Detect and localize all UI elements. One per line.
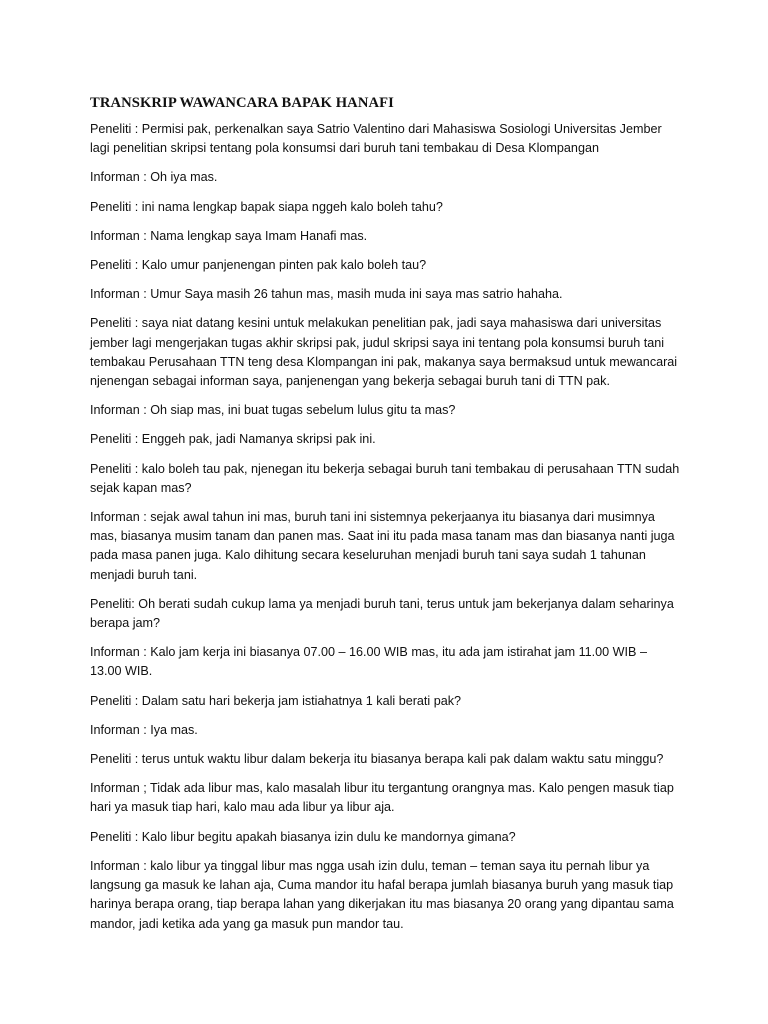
transcript-paragraph: Informan : Oh iya mas. (90, 170, 218, 185)
transcript-paragraph: Informan ; Tidak ada libur mas, kalo masalah libur itu tergantung orangnya mas. Kalo pengen masuk tiap hari ya masuk tiap hari, kalo mau ada libur ya libur aja. (90, 781, 674, 815)
transcript-paragraph: Informan : Nama lengkap saya Imam Hanafi mas. (90, 228, 368, 243)
transcript-paragraph: Peneliti : Permisi pak, perkenalkan saya Satrio Valentino dari Mahasiswa Sosiologi Universitas Jember lagi penelitian skripsi tentang pola konsumsi dari buruh tani tembakau di Desa Klompangan (90, 122, 662, 156)
transcript-paragraph: Informan : sejak awal tahun ini mas, buruh tani ini sistemnya pekerjaanya itu biasanya dari musimnya mas, biasanya musim tanam dan panen mas. Saat ini itu pada masa tanam mas dan biasanya nanti juga pada masa panen juga. Kalo dihitung secara keseluruhan menjadi buruh tani saya sudah 1 tahunan menjadi buruh tani. (90, 510, 675, 582)
transcript-paragraph: Peneliti : ini nama lengkap bapak siapa nggeh kalo boleh tahu? (90, 199, 443, 214)
document-page (90, 94, 680, 944)
document-title: TRANSKRIP WAWANCARA BAPAK HANAFI (90, 95, 394, 111)
transcript-paragraph: Peneliti : Dalam satu hari bekerja jam istiahatnya 1 kali berati pak? (90, 693, 462, 708)
transcript-paragraph: Peneliti : terus untuk waktu libur dalam bekerja itu biasanya berapa kali pak dalam waktu satu minggu? (90, 752, 664, 767)
transcript-paragraph: Peneliti : saya niat datang kesini untuk melakukan penelitian pak, jadi saya mahasiswa dari universitas jember lagi mengerjakan tugas akhir skripsi pak, judul skripsi saya ini tentang pola konsumsi buruh tani tembakau Perusahaan TTN teng desa Klompangan ini pak, makanya saya bermaksud untuk mewancarai njenengan sebagai informan saya, panjenengan yang bekerja sebagai buruh tani di TTN pak. (90, 316, 678, 389)
transcript-paragraph: Peneliti : Enggeh pak, jadi Namanya skripsi pak ini. (90, 432, 376, 447)
transcript-paragraph: Peneliti : Kalo umur panjenengan pinten pak kalo boleh tau? (90, 258, 427, 273)
transcript-paragraph: Peneliti : kalo boleh tau pak, njenegan itu bekerja sebagai buruh tani tembakau di perusahaan TTN sudah sejak kapan mas? (90, 461, 680, 495)
transcript-paragraph: Informan : Iya mas. (90, 722, 198, 737)
transcript-paragraph: Informan : Kalo jam kerja ini biasanya 07.00 – 16.00 WIB mas, itu ada jam istirahat jam 11.00 WIB – 13.00 WIB. (90, 645, 647, 679)
transcript-paragraph: Informan : kalo libur ya tinggal libur mas ngga usah izin dulu, teman – teman saya itu pernah libur ya langsung ga masuk ke lahan aja, Cuma mandor itu hafal berapa jumlah biasanya buruh yang masuk tiap harinya berapa orang, tiap berapa lahan yang dikerjakan itu mas biasanya 20 orang yang dipantau sama mandor, jadi ketika ada yang ga masuk pun mandor tau. (90, 858, 674, 931)
transcript-paragraph: Informan : Umur Saya masih 26 tahun mas, masih muda ini saya mas satrio hahaha. (90, 287, 563, 302)
transcript-body (90, 120, 680, 934)
transcript-paragraph: Peneliti : Kalo libur begitu apakah biasanya izin dulu ke mandornya gimana? (90, 829, 516, 844)
transcript-paragraph: Peneliti: Oh berati sudah cukup lama ya menjadi buruh tani, terus untuk jam bekerjanya dalam seharinya berapa jam? (90, 596, 674, 631)
transcript-paragraph: Informan : Oh siap mas, ini buat tugas sebelum lulus gitu ta mas? (90, 403, 456, 418)
